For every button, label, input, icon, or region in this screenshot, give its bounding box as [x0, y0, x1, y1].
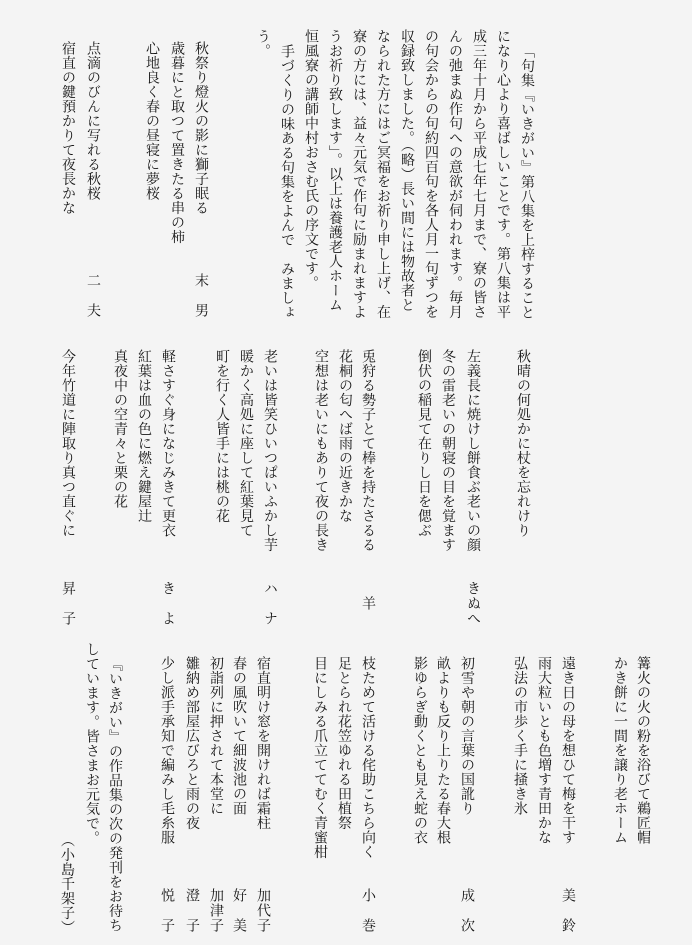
intro-line: になり心より喜ばしいことです。第八集は平: [495, 29, 511, 319]
author-name: きぬへ: [465, 581, 481, 625]
intro-line: う。: [255, 29, 271, 58]
haiku-line: 真夜中の空青々と栗の花: [112, 349, 128, 509]
haiku-line: 兎狩る勢子とて棒を持たさるる: [360, 349, 376, 552]
author-name: きよ: [160, 581, 176, 625]
haiku-line: 足とられ花笠ゆれる田植祭: [336, 656, 352, 830]
haiku-line: 今年竹道に陣取り真つ直ぐに: [60, 349, 76, 538]
haiku-line: 目にしみる爪立ててむく青蜜柑: [312, 656, 328, 859]
intro-line: なられた方にはご冥福をお祈り申し上げ、在: [375, 29, 391, 319]
closing-line: しています。皆さまお元気で。: [84, 642, 100, 845]
intro-line: 「句集『いきがい』第八集を上梓すること: [519, 43, 535, 319]
intro-line: 寮の方には、益々元気で作句に励まれますよ: [351, 29, 367, 319]
closing-line: 『いきがい』の作品集の次の発刊をお待ち: [107, 657, 123, 933]
author-name: 二夫: [85, 273, 101, 317]
haiku-line: 紅葉は血の色に燃え鍵屋辻: [136, 349, 152, 523]
haiku-line: 影ゆらぎ動くとも見え蛇の衣: [412, 656, 428, 845]
haiku-line: 初詣列に押されて本堂に: [208, 656, 224, 816]
haiku-line: 宿直の鍵預かりて夜長かな: [60, 41, 76, 215]
author-name: 加津子: [208, 888, 224, 932]
haiku-line: 花桐の匂へば雨の近きかな: [337, 349, 353, 523]
haiku-line: 雛納め部屋広びろと雨の夜: [184, 656, 200, 830]
haiku-line: 畝よりも反り上りたる春大根: [435, 656, 451, 845]
haiku-line: 左義長に焼けし餅食ぶ老いの顔: [465, 349, 481, 552]
intro-line: 収録致しました。（略）長い間には物故者と: [399, 29, 415, 312]
author-name: 悦子: [159, 888, 175, 932]
intro-line: んの弛まぬ作句への意欲が伺われます。毎月: [447, 29, 463, 319]
haiku-line: 町を行く人皆手には桃の花: [214, 349, 230, 523]
haiku-line: 点滴のびんに写れる秋桜: [85, 41, 101, 201]
haiku-line: 軽さすぐ身になじみきて更衣: [160, 349, 176, 538]
author-name: 加代子: [255, 888, 271, 932]
haiku-line: 歳暮にと取つて置きたる串の柿: [169, 41, 185, 244]
intro-line: うお祈り致します」。以上は養護老人ホーム: [327, 29, 343, 312]
author-name: 末男: [193, 273, 209, 317]
haiku-line: 秋晴の何処かに杖を忘れけり: [515, 349, 531, 538]
signature: （小島千架子）: [59, 833, 75, 935]
haiku-line: 弘法の市歩く手に掻き氷: [512, 656, 528, 816]
haiku-line: 老いは皆笑ひいつぱいふかし芋: [262, 349, 278, 552]
haiku-line: 秋祭り燈火の影に獅子眠る: [193, 41, 209, 215]
haiku-line: 心地良く春の昼寝に夢桜: [144, 41, 160, 201]
author-name: 好美: [231, 888, 247, 932]
haiku-line: 少し派手承知で編みし毛糸服: [159, 656, 175, 845]
haiku-line: 冬の雷老いの朝寝の目を覚ます: [440, 349, 456, 552]
haiku-line: 倒伏の稲見て在りし日を偲ぶ: [416, 349, 432, 538]
haiku-line: 春の風吹いて細波池の面: [231, 656, 247, 816]
haiku-line: 宿直明け窓を開ければ霜柱: [255, 656, 271, 830]
author-name: 美鈴: [560, 888, 576, 932]
haiku-line: 遠き日の母を想ひて梅を干す: [560, 656, 576, 845]
intro-line: 手づくりの味ある句集をよんで みましょ: [279, 43, 295, 319]
intro-line: 恒風寮の講師中村おさむ氏の序文です。: [303, 29, 319, 290]
author-name: 小巻: [360, 888, 376, 932]
haiku-line: 空想は老いにもありて夜の長き: [313, 349, 329, 552]
author-name: 澄子: [184, 888, 200, 932]
author-name: 昇子: [60, 581, 76, 625]
intro-line: 成三年十月から平成七年七月まで、寮の皆さ: [471, 29, 487, 319]
haiku-line: かき餅に一間を譲り老ホーム: [612, 656, 628, 845]
intro-line: の句会からの句約四百句を各人月一句ずつを: [423, 29, 439, 319]
author-name: ハナ: [262, 581, 278, 625]
haiku-line: 雨大粒いとも色増す青田かな: [536, 656, 552, 845]
haiku-line: 初雪や朝の言葉の国訛り: [459, 656, 475, 816]
haiku-line: 篝火の火の粉を浴びて鵜匠帽: [635, 656, 651, 845]
haiku-line: 枝ためて活ける侘助こちら向く: [360, 656, 376, 859]
author-name: 成次: [459, 888, 475, 932]
haiku-line: 暖かく高処に座して紅葉見て: [238, 349, 254, 538]
author-name: 羊: [360, 596, 376, 610]
